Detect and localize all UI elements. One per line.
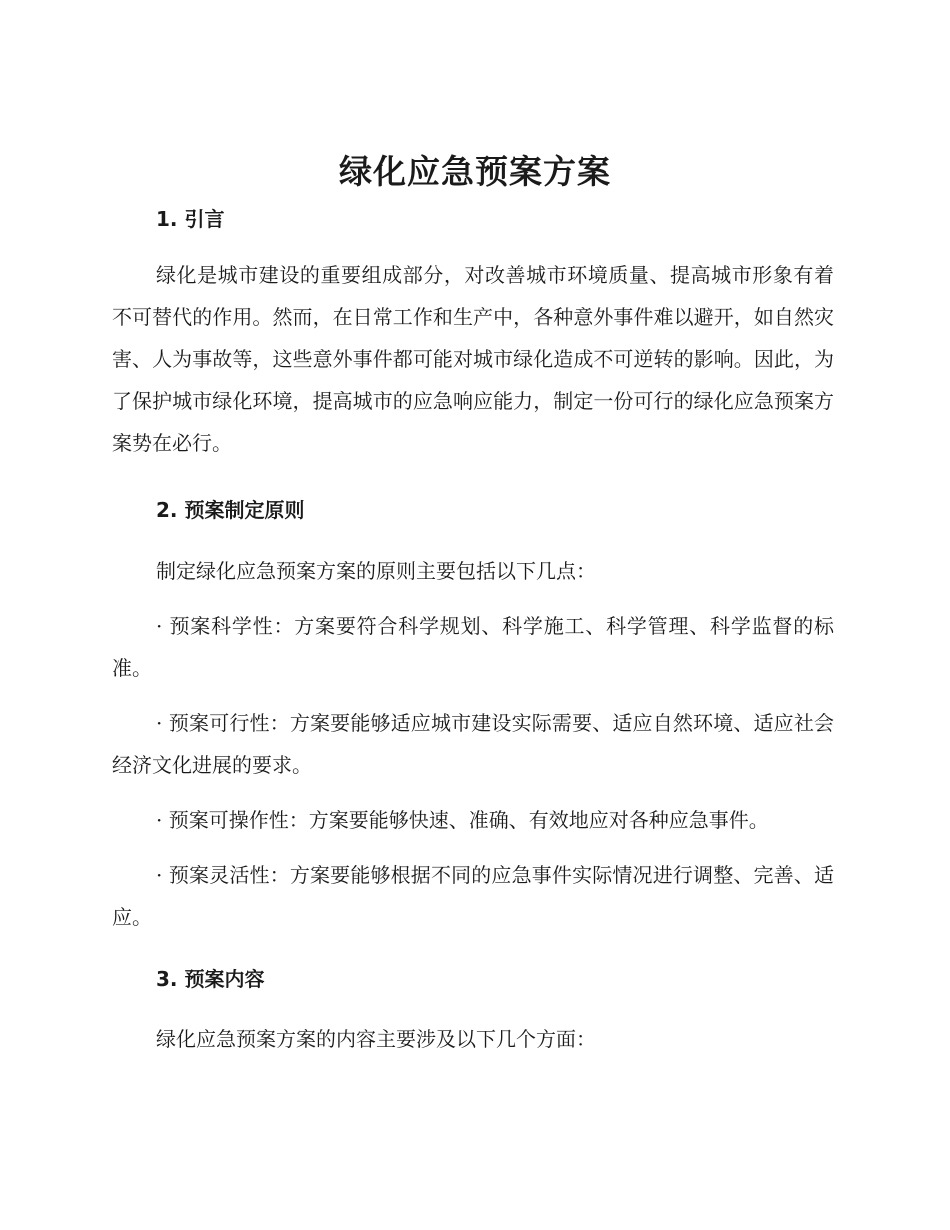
section-heading-principles: 2. 预案制定原则 [156, 498, 305, 522]
introduction-paragraph: 绿化是城市建设的重要组成部分，对改善城市环境质量、提高城市形象有着不可替代的作用。然而，在日常工作和生产中，各种意外事件难以避开，如自然灾害、人为事故等，这些意外事件都可能对城市绿化造成不可逆转的影响。因此，为了保护城市绿化环境，提高城市的应急响应能力，制定一份可行的绿化应急预案方案势在必行。 [112, 263, 834, 455]
bullet-item: · 预案科学性：方案要符合科学规划、科学施工、科学管理、科学监督的标准。 [112, 614, 834, 680]
principles-intro-paragraph: 制定绿化应急预案方案的原则主要包括以下几点： [156, 559, 596, 583]
section-heading-content: 3. 预案内容 [156, 967, 265, 991]
content-intro-paragraph: 绿化应急预案方案的内容主要涉及以下几个方面： [156, 1027, 596, 1051]
document-title: 绿化应急预案方案 [339, 152, 611, 191]
bullet-item: · 预案灵活性：方案要能够根据不同的应急事件实际情况进行调整、完善、适应。 [112, 863, 834, 929]
bullet-item: · 预案可操作性：方案要能够快速、准确、有效地应对各种应急事件。 [156, 808, 769, 832]
section-heading-introduction: 1. 引言 [156, 207, 225, 231]
bullet-item: · 预案可行性：方案要能够适应城市建设实际需要、适应自然环境、适应社会经济文化进展的要求。 [112, 711, 834, 777]
document-body [112, 203, 834, 1060]
